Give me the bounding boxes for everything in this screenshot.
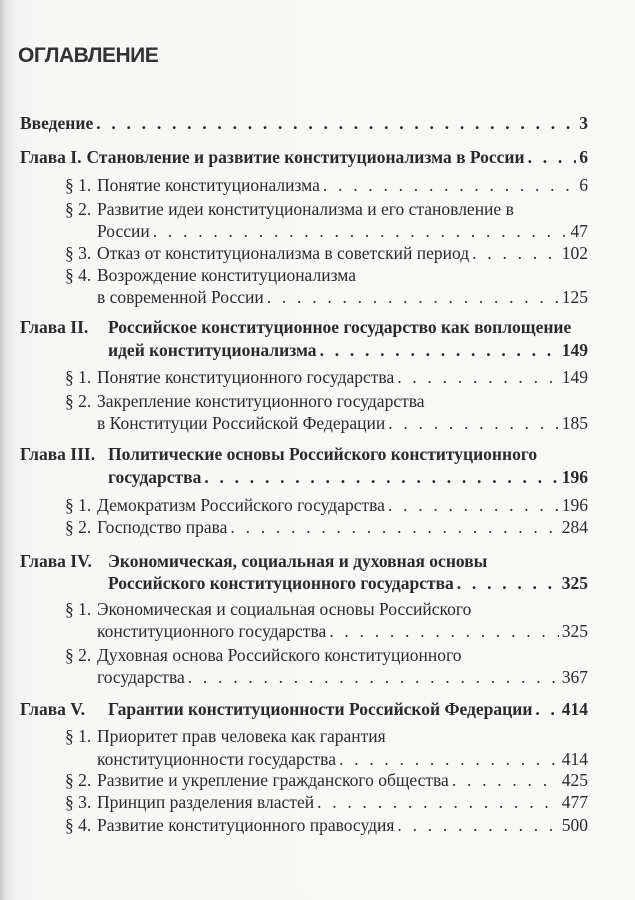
toc-entry-line[interactable]: [97, 666, 588, 688]
chapter-label: Глава I.: [20, 147, 82, 167]
toc-entry-line[interactable]: [108, 572, 588, 594]
dot-leader: [397, 366, 559, 388]
toc-entry-line[interactable]: [108, 550, 487, 572]
chapter-label: Глава IV.: [20, 551, 92, 571]
entry-title: Понятие конституционализма: [97, 175, 320, 195]
section-number: § 4.: [65, 815, 92, 835]
toc-entry-line[interactable]: [97, 644, 461, 666]
entry-title: Российское конституционное государство как воплощение: [108, 317, 572, 337]
entry-title: Введение: [20, 113, 94, 133]
entry-title: Возрождение конституционализма: [97, 265, 356, 285]
dot-leader: [153, 220, 568, 242]
dot-leader: [472, 242, 559, 264]
page-number: 6: [579, 175, 588, 195]
page-number: 185: [561, 413, 588, 433]
entry-title: Понятие конституционного государства: [97, 367, 395, 387]
entry-title: Становление и развитие конституционализма в России: [86, 147, 525, 167]
dot-leader: [320, 339, 559, 361]
page-number: 500: [561, 815, 588, 835]
entry-title: Развитие идеи конституционализма и его становление в: [97, 199, 514, 219]
page-number: 477: [561, 792, 588, 812]
dot-leader: [397, 814, 558, 836]
dot-leader: [329, 620, 558, 642]
dot-leader: [204, 466, 558, 488]
entry-title: Приоритет прав человека как гарантия: [97, 726, 386, 746]
dot-leader: [230, 516, 558, 538]
chapter-label: Глава III.: [20, 444, 96, 464]
toc-entry-line[interactable]: [20, 146, 588, 168]
page-number: 149: [561, 367, 588, 387]
toc-entry-line[interactable]: [97, 220, 588, 242]
toc-entry-line[interactable]: [97, 494, 588, 516]
entry-title: Политические основы Российского конституционного: [108, 444, 538, 464]
entry-title: Демократизм Российского государства: [97, 495, 385, 515]
section-number: § 3.: [65, 792, 92, 812]
section-number: § 2.: [65, 645, 92, 665]
entry-title: Принцип разделения властей: [97, 792, 315, 812]
toc-entry-line[interactable]: [97, 198, 514, 220]
page-number: 414: [561, 699, 588, 719]
toc-entry-line[interactable]: [97, 390, 425, 412]
toc-entry-line[interactable]: [97, 620, 588, 642]
section-number: § 2.: [65, 199, 92, 219]
toc-entry-line[interactable]: [97, 366, 588, 388]
entry-title: Российского конституционного государства: [108, 573, 454, 593]
toc-entry-line[interactable]: [97, 174, 588, 196]
toc-entry-line[interactable]: [97, 791, 588, 813]
dot-leader: [388, 494, 559, 516]
section-number: § 2.: [65, 770, 92, 790]
dot-leader: [317, 791, 559, 813]
section-number: § 4.: [65, 265, 92, 285]
entry-title: государства: [108, 467, 202, 487]
entry-title: Закрепление конституционного государства: [97, 391, 425, 411]
entry-title: конституционности государства: [97, 749, 336, 769]
toc-entry-line[interactable]: [97, 748, 588, 770]
toc-entry-line[interactable]: [108, 339, 588, 361]
page-number: 3: [579, 113, 588, 133]
toc-entry-line[interactable]: [97, 242, 588, 264]
page-number: 196: [561, 467, 588, 487]
dot-leader: [339, 748, 559, 770]
entry-title: Отказ от конституционализма в советский период: [97, 243, 470, 263]
entry-title: России: [97, 221, 150, 241]
toc-entry-line[interactable]: [108, 316, 571, 338]
page-number: 196: [561, 495, 588, 515]
dot-leader: [535, 698, 558, 720]
entry-title: Господство права: [97, 517, 228, 537]
page-number: 47: [570, 221, 588, 241]
page-title: ОГЛАВЛЕНИЕ: [18, 44, 159, 67]
toc-entry-line[interactable]: [97, 516, 588, 538]
entry-title: Развитие и укрепление гражданского общества: [97, 770, 449, 790]
toc-entry-line[interactable]: [108, 443, 537, 465]
page-number: 125: [561, 287, 588, 307]
page-number: 325: [561, 573, 588, 593]
dot-leader: [388, 412, 559, 434]
toc-entry-line[interactable]: [108, 466, 588, 488]
dot-leader: [188, 666, 559, 688]
dot-leader: [267, 286, 559, 308]
entry-title: Развитие конституционного правосудия: [97, 815, 395, 835]
section-number: § 1.: [65, 726, 92, 746]
page-number: 284: [561, 517, 588, 537]
entry-title: идей конституционализма: [108, 340, 317, 360]
entry-title: государства: [97, 667, 185, 687]
section-number: § 1.: [65, 599, 92, 619]
toc-entry-line[interactable]: [97, 286, 588, 308]
entry-title: Гарантии конституционности Российской Федерации: [108, 699, 533, 719]
page-number: 6: [579, 147, 588, 167]
page-number: 425: [561, 770, 588, 790]
section-number: § 1.: [65, 495, 92, 515]
entry-title: Духовная основа Российского конституционного: [97, 645, 462, 665]
page-number: 149: [561, 340, 588, 360]
section-number: § 3.: [65, 243, 92, 263]
entry-title: в современной России: [97, 287, 264, 307]
section-number: § 1.: [65, 367, 92, 387]
dot-leader: [323, 174, 576, 196]
toc-entry-line[interactable]: [97, 769, 588, 791]
dot-leader: [96, 112, 576, 134]
dot-leader: [528, 146, 577, 168]
page-number: 414: [561, 749, 588, 769]
chapter-label: Глава II.: [20, 317, 89, 337]
page-number: 102: [561, 243, 588, 263]
section-number: § 2.: [65, 391, 92, 411]
toc-entry-line[interactable]: [97, 412, 588, 434]
entry-title: в Конституции Российской Федерации: [97, 413, 386, 433]
section-number: § 2.: [65, 517, 92, 537]
toc-entry-line[interactable]: [97, 814, 588, 836]
toc-entry-line[interactable]: [97, 264, 356, 286]
page-number: 325: [561, 621, 588, 641]
section-number: § 1.: [65, 175, 92, 195]
entry-title: конституционного государства: [97, 621, 327, 641]
toc-entry-line[interactable]: [108, 698, 588, 720]
entry-title: Экономическая и социальная основы Российского: [97, 599, 472, 619]
dot-leader: [457, 572, 559, 594]
toc-entry-line[interactable]: [20, 112, 588, 134]
chapter-label: Глава V.: [20, 699, 86, 719]
toc-entry-line[interactable]: [97, 598, 471, 620]
toc-entry-line[interactable]: [97, 725, 386, 747]
dot-leader: [452, 769, 559, 791]
page-number: 367: [561, 667, 588, 687]
entry-title: Экономическая, социальная и духовная основы: [108, 551, 488, 571]
